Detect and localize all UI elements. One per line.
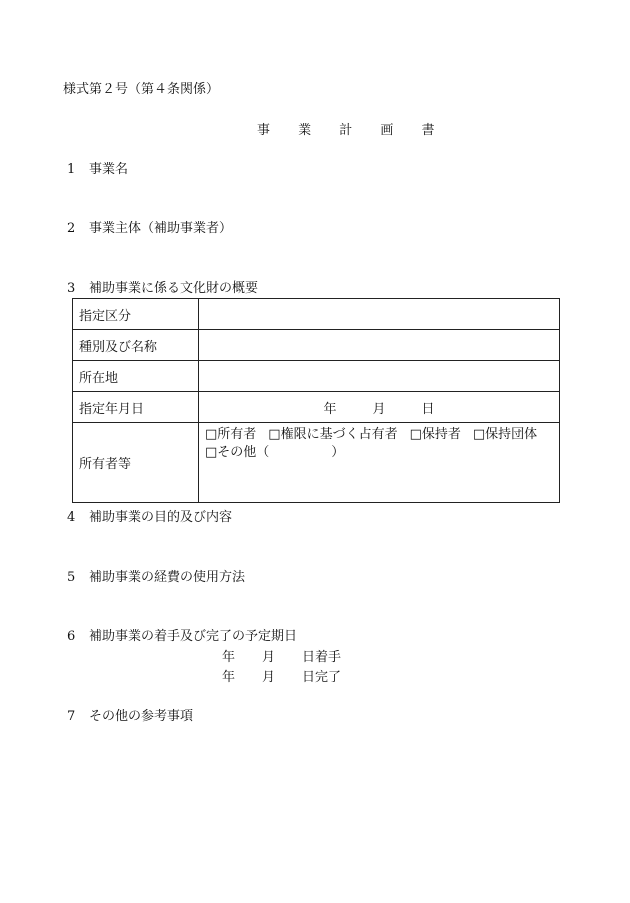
table-row [73, 361, 560, 392]
start-day-label: 日着手 [302, 650, 342, 665]
table-row [73, 423, 560, 503]
section-number: 3 [67, 281, 76, 296]
year-label: 年 [222, 670, 236, 685]
cultural-property-table [72, 298, 560, 503]
section-1 [67, 163, 128, 176]
section-label: 補助事業の経費の使用方法 [89, 570, 246, 585]
section-label: 補助事業に係る文化財の概要 [89, 281, 259, 296]
section-label: 補助事業の着手及び完了の予定期日 [89, 629, 298, 644]
section-5 [67, 571, 245, 584]
month-label: 月 [262, 670, 276, 685]
day-label: 日 [421, 401, 435, 417]
section-3 [67, 282, 258, 295]
type-and-name-field[interactable] [199, 330, 560, 361]
owner-checkbox[interactable]: □所有者 [205, 427, 257, 442]
designation-category-field[interactable] [199, 299, 560, 330]
month-label: 月 [372, 401, 386, 417]
end-day-label: 日完了 [302, 670, 342, 685]
schedule-start [222, 651, 341, 664]
row-label: 指定区分 [73, 299, 199, 330]
holding-group-checkbox[interactable]: □保持団体 [472, 427, 538, 442]
holder-checkbox[interactable]: □保持者 [409, 427, 461, 442]
section-label: 補助事業の目的及び内容 [89, 510, 233, 525]
row-label: 所有者等 [73, 423, 199, 503]
section-number: 1 [67, 162, 76, 177]
section-6 [67, 630, 297, 643]
row-label: 指定年月日 [73, 392, 199, 423]
section-label: 事業名 [89, 162, 129, 177]
row-label: 種別及び名称 [73, 330, 199, 361]
row-label: 所在地 [73, 361, 199, 392]
year-label: 年 [323, 401, 337, 417]
table-row [73, 392, 560, 423]
table-row [73, 299, 560, 330]
section-label: 事業主体（補助事業者） [89, 221, 233, 236]
section-7 [67, 710, 193, 723]
section-number: 4 [67, 510, 76, 525]
section-2 [67, 222, 232, 235]
schedule-end [222, 671, 341, 684]
month-label: 月 [262, 650, 276, 665]
owner-options [199, 423, 560, 503]
designation-date-field[interactable] [199, 392, 560, 423]
table-row [73, 330, 560, 361]
section-number: 5 [67, 570, 76, 585]
other-checkbox[interactable]: □その他（ [205, 445, 270, 460]
authorized-occupant-checkbox[interactable]: □権限に基づく占有者 [268, 427, 398, 442]
section-4 [67, 511, 232, 524]
form-number: 様式第２号（第４条関係） [63, 82, 220, 97]
section-label: その他の参考事項 [89, 709, 194, 724]
section-number: 7 [67, 709, 76, 724]
location-field[interactable] [199, 361, 560, 392]
other-close-paren: ） [331, 445, 345, 460]
document-title: 事 業 計 画 書 [257, 123, 447, 138]
section-number: 6 [67, 629, 76, 644]
section-number: 2 [67, 221, 76, 236]
year-label: 年 [222, 650, 236, 665]
